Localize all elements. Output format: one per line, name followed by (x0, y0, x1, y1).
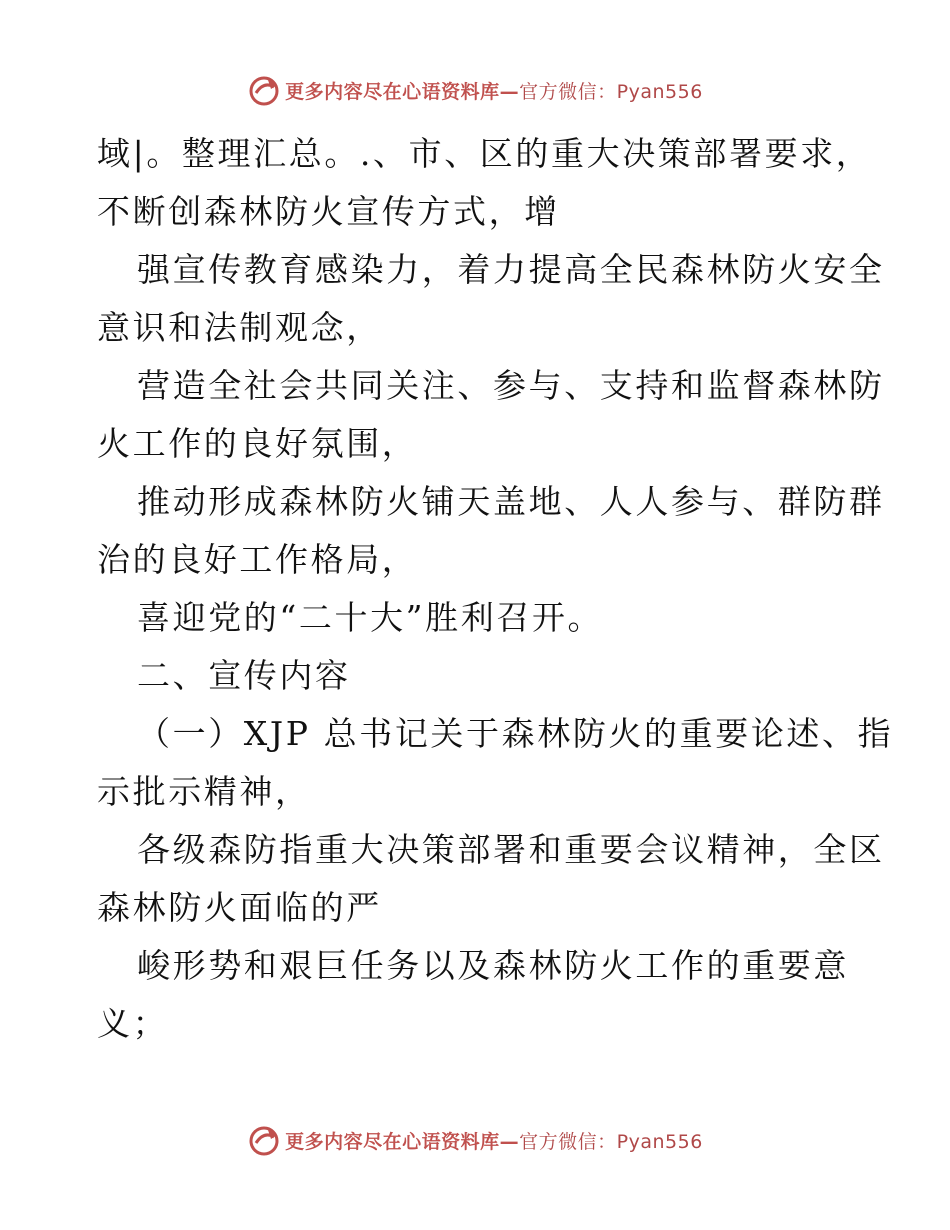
text-line: 推动形成森林防火铺天盖地、人人参与、群防群 (137, 482, 885, 521)
text-line: 义； (97, 1004, 169, 1043)
text-line: （一）XJP 总书记关于森林防火的重要论述、指 (137, 714, 894, 753)
text-line: 域|。整理汇总。.、市、区的重大决策部署要求， (97, 134, 872, 173)
text-line: 森林防火面临的严 (97, 888, 382, 927)
text-line: 强宣传教育感染力，着力提高全民森林防火安全 (137, 250, 885, 289)
text-line: 喜迎党的“二十大”胜利召开。 (137, 598, 604, 637)
text-line: 不断创森林防火宣传方式，增 (97, 192, 560, 231)
banner-main-text: 更多内容尽在心语资料库— (285, 80, 520, 103)
brand-logo-icon (247, 1123, 281, 1157)
banner-sub-text: 官方微信：Pyan556 (519, 1130, 703, 1153)
text-line: 各级森防指重大决策部署和重要会议精神，全区 (137, 830, 885, 869)
text-line: 意识和法制观念， (97, 308, 382, 347)
banner-sub-text: 官方微信：Pyan556 (519, 80, 703, 103)
text-line: 示批示精神， (97, 772, 311, 811)
banner-text (285, 77, 703, 104)
banner-main-text: 更多内容尽在心语资料库— (285, 1130, 520, 1153)
brand-logo-icon (247, 73, 281, 107)
text-line: 火工作的良好氛围， (97, 424, 418, 463)
header-banner (0, 70, 950, 110)
text-line: 营造全社会共同关注、参与、支持和监督森林防 (137, 366, 885, 405)
text-line: 峻形势和艰巨任务以及森林防火工作的重要意 (137, 946, 849, 985)
banner-text (285, 1127, 703, 1154)
footer-banner (0, 1120, 950, 1160)
text-line: 二、宣传内容 (137, 656, 351, 695)
text-line: 治的良好工作格局， (97, 540, 418, 579)
document-body (97, 125, 894, 1053)
